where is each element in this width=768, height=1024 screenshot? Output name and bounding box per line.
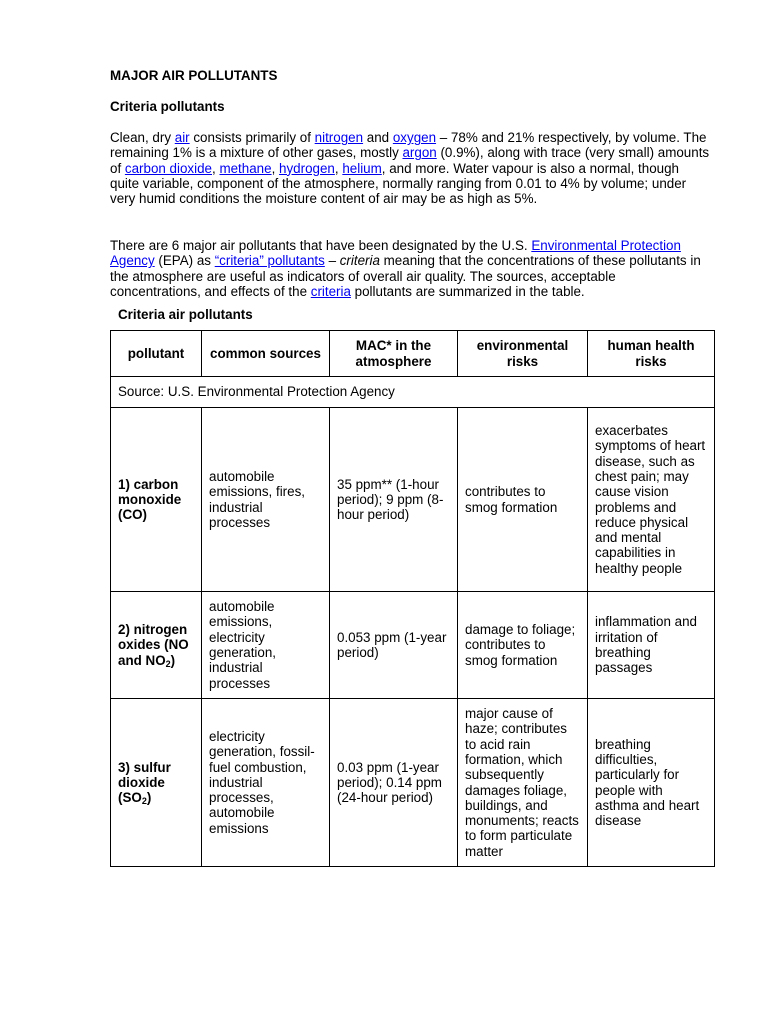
link-argon[interactable]: argon [402, 145, 437, 161]
mac-cell: 0.03 ppm (1-year period); 0.14 ppm (24-hour period) [330, 699, 458, 867]
page-title: MAJOR AIR POLLUTANTS [110, 68, 278, 83]
pollutants-table [110, 330, 715, 867]
table-caption: Criteria air pollutants [118, 307, 253, 322]
sources-cell: automobile emissions, fires, industrial processes [202, 408, 330, 592]
intro-paragraph: Clean, dry air consists primarily of nitrogen and oxygen – 78% and 21% respectively, by volume. The remaining 1% is a mixture of other gases, mostly argon (0.9%), along with trace (very small) amounts of carbon dioxide, methane, hydrogen, helium, and more. Water vapour is also a normal, though quite variable, component of the atmosphere, normally ranging from 0.01 to 4% by volume; under very humid conditions the moisture content of air may be as high as 5%. [110, 130, 710, 207]
table-header-row [111, 331, 715, 377]
link-carbon-dioxide[interactable]: carbon dioxide [124, 160, 212, 176]
pollutant-cell: 2) nitrogen oxides (NO and $NO_2$) [111, 592, 202, 699]
link-criteria-pollutants[interactable]: “criteria” pollutants [214, 253, 325, 269]
link-methane[interactable]: methane [219, 160, 272, 176]
table-row [111, 699, 715, 867]
sources-cell: automobile emissions, electricity generation, industrial processes [202, 592, 330, 699]
link-nitrogen[interactable]: nitrogen [314, 130, 364, 145]
table-row [111, 408, 715, 592]
header-mac: MAC* in the atmosphere [330, 331, 458, 377]
link-epa[interactable]: Environmental Protection Agency [110, 238, 681, 269]
pollutant-cell: 1) carbon monoxide (CO) [111, 408, 202, 592]
source-note: Source: U.S. Environmental Protection Agency [111, 377, 715, 408]
health-cell: inflammation and irritation of breathing passages [588, 592, 715, 699]
link-criteria[interactable]: criteria [310, 283, 351, 299]
mac-cell: 35 ppm** (1-hour period); 9 ppm (8-hour period) [330, 408, 458, 592]
criteria-emphasis: criteria [339, 253, 380, 269]
header-pollutant: pollutant [111, 331, 202, 377]
health-cell: exacerbates symptoms of heart disease, such as chest pain; may cause vision problems and reduce physical and mental capabilities in healthy people [588, 408, 715, 592]
criteria-paragraph: There are 6 major air pollutants that have been designated by the U.S. Environmental Protection Agency (EPA) as “criteria” pollutants – criteria meaning that the concentrations of these pollutants in the atmosphere are useful as indicators of overall air quality. The sources, acceptable concentrations, and effects of the criteria pollutants are summarized in the table. [110, 238, 701, 299]
sources-cell: electricity generation, fossil-fuel combustion, industrial processes, automobile emissions [202, 699, 330, 867]
pollutant-cell: 3) sulfur dioxide $(SO_2)$ [111, 699, 202, 867]
header-human-health-risks: human health risks [588, 331, 715, 377]
environmental-cell: damage to foliage; contributes to smog formation [458, 592, 588, 699]
header-environmental-risks: environmental risks [458, 331, 588, 377]
link-air[interactable]: air [174, 130, 190, 145]
header-common-sources: common sources [202, 331, 330, 377]
environmental-cell: contributes to smog formation [458, 408, 588, 592]
link-hydrogen[interactable]: hydrogen [279, 160, 335, 176]
mac-cell: 0.053 ppm (1-year period) [330, 592, 458, 699]
table-row [111, 592, 715, 699]
table-source-row [111, 377, 715, 408]
section-heading: Criteria pollutants [110, 99, 225, 114]
link-helium[interactable]: helium [342, 160, 382, 176]
link-oxygen[interactable]: oxygen [392, 130, 437, 145]
environmental-cell: major cause of haze; contributes to acid rain formation, which subsequently damages foliage, buildings, and monuments; reacts to form particulate matter [458, 699, 588, 867]
health-cell: breathing difficulties, particularly for people with asthma and heart disease [588, 699, 715, 867]
